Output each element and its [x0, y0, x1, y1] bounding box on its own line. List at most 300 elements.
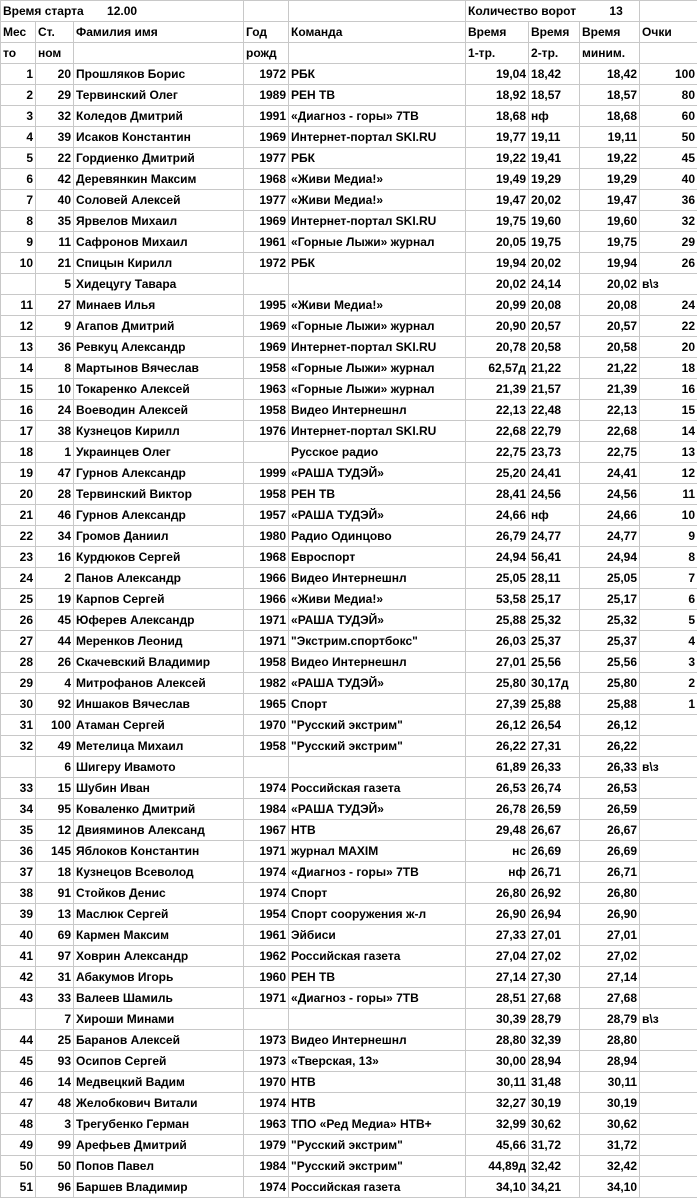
- team-cell: «РАША ТУДЭЙ»: [289, 673, 466, 694]
- run1-time-cell: 30,39: [466, 1009, 529, 1030]
- best-time-cell: 19,11: [580, 127, 640, 148]
- place-cell: 41: [1, 946, 36, 967]
- points-cell: в\з: [640, 757, 697, 778]
- points-cell: [640, 1072, 697, 1093]
- year-cell: [244, 274, 289, 295]
- points-cell: [640, 862, 697, 883]
- run1-time-cell: 24,66: [466, 505, 529, 526]
- bib-cell: 25: [36, 1030, 74, 1051]
- table-row: [1, 463, 697, 484]
- place-cell: 8: [1, 211, 36, 232]
- team-cell: Спорт: [289, 694, 466, 715]
- bib-cell: 24: [36, 400, 74, 421]
- run2-time-cell: 28,79: [529, 1009, 580, 1030]
- team-cell: Видео Интернешнл: [289, 1030, 466, 1051]
- place-cell: 48: [1, 1114, 36, 1135]
- table-row: [1, 232, 697, 253]
- place-cell: 25: [1, 589, 36, 610]
- place-cell: 2: [1, 85, 36, 106]
- name-cell: Мартынов Вячеслав: [74, 358, 244, 379]
- points-cell: [640, 988, 697, 1009]
- year-cell: 1974: [244, 862, 289, 883]
- points-cell: 18: [640, 358, 697, 379]
- bib-cell: 26: [36, 652, 74, 673]
- team-cell: "Русский экстрим": [289, 1156, 466, 1177]
- points-cell: 40: [640, 169, 697, 190]
- name-cell: Метелица Михаил: [74, 736, 244, 757]
- run1-time-cell: 32,27: [466, 1093, 529, 1114]
- team-cell: Интернет-портал SKI.RU: [289, 211, 466, 232]
- bib-cell: 44: [36, 631, 74, 652]
- place-cell: 17: [1, 421, 36, 442]
- name-cell: Ховрин Александр: [74, 946, 244, 967]
- bib-cell: 29: [36, 85, 74, 106]
- place-cell: 28: [1, 652, 36, 673]
- team-cell: НТВ: [289, 820, 466, 841]
- bib-cell: 31: [36, 967, 74, 988]
- name-cell: Ревкуц Александр: [74, 337, 244, 358]
- run1-time-cell: 32,99: [466, 1114, 529, 1135]
- team-cell: Интернет-портал SKI.RU: [289, 421, 466, 442]
- best-time-cell: 20,58: [580, 337, 640, 358]
- name-cell: Исаков Константин: [74, 127, 244, 148]
- place-cell: 1: [1, 64, 36, 85]
- points-cell: 29: [640, 232, 697, 253]
- best-time-cell: 19,94: [580, 253, 640, 274]
- bib-cell: 6: [36, 757, 74, 778]
- best-time-cell: 30,62: [580, 1114, 640, 1135]
- run2-time-cell: 26,69: [529, 841, 580, 862]
- name-cell: Абакумов Игорь: [74, 967, 244, 988]
- name-cell: Коваленко Дмитрий: [74, 799, 244, 820]
- table-row: [1, 316, 697, 337]
- name-cell: Сафронов Михаил: [74, 232, 244, 253]
- year-cell: 1958: [244, 484, 289, 505]
- run2-time-cell: 28,94: [529, 1051, 580, 1072]
- name-cell: Попов Павел: [74, 1156, 244, 1177]
- run1-time-cell: 18,68: [466, 106, 529, 127]
- place-cell: 3: [1, 106, 36, 127]
- name-cell: Медвецкий Вадим: [74, 1072, 244, 1093]
- table-row: [1, 652, 697, 673]
- best-time-cell: 19,29: [580, 169, 640, 190]
- name-cell: Атаман Сергей: [74, 715, 244, 736]
- table-row: [1, 295, 697, 316]
- run2-time-cell: 20,02: [529, 253, 580, 274]
- team-cell: Интернет-портал SKI.RU: [289, 127, 466, 148]
- table-row: [1, 337, 697, 358]
- year-cell: 1971: [244, 841, 289, 862]
- bib-cell: 49: [36, 736, 74, 757]
- team-cell: журнал MAXIM: [289, 841, 466, 862]
- place-cell: 11: [1, 295, 36, 316]
- run1-time-cell: 44,89д: [466, 1156, 529, 1177]
- run2-time-cell: 21,57: [529, 379, 580, 400]
- run1-time-cell: 26,79: [466, 526, 529, 547]
- header-run2: Время: [529, 22, 580, 43]
- team-cell: НТВ: [289, 1093, 466, 1114]
- name-cell: Митрофанов Алексей: [74, 673, 244, 694]
- team-cell: «РАША ТУДЭЙ»: [289, 610, 466, 631]
- place-cell: 29: [1, 673, 36, 694]
- place-cell: 21: [1, 505, 36, 526]
- year-cell: 1966: [244, 568, 289, 589]
- best-time-cell: 24,56: [580, 484, 640, 505]
- team-cell: Видео Интернешнл: [289, 568, 466, 589]
- header-best: Время: [580, 22, 640, 43]
- team-cell: [289, 274, 466, 295]
- name-cell: Воеводин Алексей: [74, 400, 244, 421]
- table-row: [1, 1072, 697, 1093]
- year-cell: 1970: [244, 1072, 289, 1093]
- run1-time-cell: 26,03: [466, 631, 529, 652]
- table-row: [1, 421, 697, 442]
- run1-time-cell: 29,48: [466, 820, 529, 841]
- table-row: [1, 568, 697, 589]
- run2-time-cell: 19,29: [529, 169, 580, 190]
- table-row: [1, 274, 697, 295]
- name-cell: Гордиенко Дмитрий: [74, 148, 244, 169]
- place-cell: 10: [1, 253, 36, 274]
- run2-time-cell: 31,48: [529, 1072, 580, 1093]
- gates-count-value: 13: [609, 4, 622, 18]
- year-cell: 1969: [244, 337, 289, 358]
- header-name-2: [74, 43, 244, 64]
- team-cell: «Живи Медиа!»: [289, 190, 466, 211]
- header-bib-2: ном: [36, 43, 74, 64]
- start-time-label: Время старта: [3, 4, 84, 18]
- run2-time-cell: 23,73: [529, 442, 580, 463]
- best-time-cell: 18,42: [580, 64, 640, 85]
- team-cell: «Горные Лыжи» журнал: [289, 316, 466, 337]
- name-cell: Гурнов Александр: [74, 505, 244, 526]
- best-time-cell: 34,10: [580, 1177, 640, 1198]
- best-time-cell: 22,13: [580, 400, 640, 421]
- best-time-cell: 24,94: [580, 547, 640, 568]
- bib-cell: 13: [36, 904, 74, 925]
- best-time-cell: 18,57: [580, 85, 640, 106]
- points-cell: [640, 820, 697, 841]
- name-cell: Кузнецов Кирилл: [74, 421, 244, 442]
- year-cell: 1974: [244, 883, 289, 904]
- header-place-2: то: [1, 43, 36, 64]
- bib-cell: 97: [36, 946, 74, 967]
- run2-time-cell: 25,37: [529, 631, 580, 652]
- points-cell: 7: [640, 568, 697, 589]
- points-cell: [640, 1030, 697, 1051]
- year-cell: 1977: [244, 148, 289, 169]
- team-cell: «Диагноз - горы» 7ТВ: [289, 988, 466, 1009]
- table-row: [1, 484, 697, 505]
- place-cell: 40: [1, 925, 36, 946]
- place-cell: 51: [1, 1177, 36, 1198]
- year-cell: [244, 1009, 289, 1030]
- table-row: [1, 127, 697, 148]
- header-year: Год: [244, 22, 289, 43]
- table-row: [1, 610, 697, 631]
- run1-time-cell: 19,75: [466, 211, 529, 232]
- place-cell: 13: [1, 337, 36, 358]
- best-time-cell: 31,72: [580, 1135, 640, 1156]
- table-row: [1, 148, 697, 169]
- points-cell: в\з: [640, 274, 697, 295]
- year-cell: 1961: [244, 925, 289, 946]
- year-cell: 1974: [244, 778, 289, 799]
- run1-time-cell: 20,05: [466, 232, 529, 253]
- team-cell: Российская газета: [289, 778, 466, 799]
- best-time-cell: 28,80: [580, 1030, 640, 1051]
- run2-time-cell: 32,42: [529, 1156, 580, 1177]
- points-cell: 3: [640, 652, 697, 673]
- header-best-2: миним.: [580, 43, 640, 64]
- header-place: Мес: [1, 22, 36, 43]
- name-cell: Иншаков Вячеслав: [74, 694, 244, 715]
- team-cell: РЕН ТВ: [289, 967, 466, 988]
- name-cell: Тервинский Виктор: [74, 484, 244, 505]
- run1-time-cell: 53,58: [466, 589, 529, 610]
- year-cell: 1961: [244, 232, 289, 253]
- points-cell: [640, 883, 697, 904]
- team-cell: «Диагноз - горы» 7ТВ: [289, 106, 466, 127]
- run1-time-cell: 24,94: [466, 547, 529, 568]
- points-cell: 24: [640, 295, 697, 316]
- run1-time-cell: 27,14: [466, 967, 529, 988]
- points-cell: [640, 904, 697, 925]
- bib-cell: 10: [36, 379, 74, 400]
- year-cell: 1973: [244, 1051, 289, 1072]
- run2-time-cell: 27,02: [529, 946, 580, 967]
- best-time-cell: 32,42: [580, 1156, 640, 1177]
- place-cell: 34: [1, 799, 36, 820]
- team-cell: [289, 1009, 466, 1030]
- run1-time-cell: 26,90: [466, 904, 529, 925]
- run1-time-cell: 27,39: [466, 694, 529, 715]
- best-time-cell: 18,68: [580, 106, 640, 127]
- year-cell: 1972: [244, 253, 289, 274]
- year-cell: [244, 442, 289, 463]
- best-time-cell: 20,08: [580, 295, 640, 316]
- header-run2-2: 2-тр.: [529, 43, 580, 64]
- run2-time-cell: 32,39: [529, 1030, 580, 1051]
- year-cell: 1982: [244, 673, 289, 694]
- run2-time-cell: 25,32: [529, 610, 580, 631]
- table-row: [1, 883, 697, 904]
- best-time-cell: 26,59: [580, 799, 640, 820]
- best-time-cell: 21,22: [580, 358, 640, 379]
- points-cell: 36: [640, 190, 697, 211]
- year-cell: 1976: [244, 421, 289, 442]
- bib-cell: 7: [36, 1009, 74, 1030]
- bib-cell: 145: [36, 841, 74, 862]
- place-cell: [1, 274, 36, 295]
- best-time-cell: 26,53: [580, 778, 640, 799]
- name-cell: Маслюк Сергей: [74, 904, 244, 925]
- run1-time-cell: 20,78: [466, 337, 529, 358]
- team-cell: РБК: [289, 253, 466, 274]
- run2-time-cell: нф: [529, 106, 580, 127]
- name-cell: Минаев Илья: [74, 295, 244, 316]
- points-cell: 10: [640, 505, 697, 526]
- points-cell: 14: [640, 421, 697, 442]
- run1-time-cell: нф: [466, 862, 529, 883]
- place-cell: 5: [1, 148, 36, 169]
- table-row: [1, 631, 697, 652]
- header-year-2: рожд: [244, 43, 289, 64]
- best-time-cell: 21,39: [580, 379, 640, 400]
- bib-cell: 35: [36, 211, 74, 232]
- table-row: [1, 778, 697, 799]
- place-cell: 46: [1, 1072, 36, 1093]
- place-cell: 7: [1, 190, 36, 211]
- year-cell: 1958: [244, 400, 289, 421]
- table-row: [1, 589, 697, 610]
- run2-time-cell: 26,33: [529, 757, 580, 778]
- place-cell: 24: [1, 568, 36, 589]
- team-cell: «Горные Лыжи» журнал: [289, 379, 466, 400]
- team-cell: «Горные Лыжи» журнал: [289, 358, 466, 379]
- start-time: [1, 1, 244, 22]
- table-row: [1, 358, 697, 379]
- place-cell: 36: [1, 841, 36, 862]
- name-cell: Двияминов Александ: [74, 820, 244, 841]
- team-cell: [289, 757, 466, 778]
- header-points: Очки: [640, 22, 697, 43]
- run2-time-cell: 26,74: [529, 778, 580, 799]
- name-cell: Юферев Александр: [74, 610, 244, 631]
- run1-time-cell: 25,05: [466, 568, 529, 589]
- year-cell: 1965: [244, 694, 289, 715]
- run2-time-cell: 26,92: [529, 883, 580, 904]
- table-row: [1, 1030, 697, 1051]
- table-row: [1, 442, 697, 463]
- best-time-cell: 19,75: [580, 232, 640, 253]
- team-cell: Видео Интернешнл: [289, 652, 466, 673]
- run2-time-cell: 26,94: [529, 904, 580, 925]
- column-header-row-1: [1, 22, 697, 43]
- best-time-cell: 25,37: [580, 631, 640, 652]
- points-cell: 45: [640, 148, 697, 169]
- points-cell: [640, 946, 697, 967]
- best-time-cell: 26,22: [580, 736, 640, 757]
- points-cell: 8: [640, 547, 697, 568]
- year-cell: 1966: [244, 589, 289, 610]
- bib-cell: 18: [36, 862, 74, 883]
- run2-time-cell: 19,11: [529, 127, 580, 148]
- year-cell: 1963: [244, 1114, 289, 1135]
- bib-cell: 14: [36, 1072, 74, 1093]
- bib-cell: 34: [36, 526, 74, 547]
- run1-time-cell: 19,49: [466, 169, 529, 190]
- best-time-cell: 30,19: [580, 1093, 640, 1114]
- team-cell: Российская газета: [289, 946, 466, 967]
- run1-time-cell: 19,47: [466, 190, 529, 211]
- run1-time-cell: 28,51: [466, 988, 529, 1009]
- place-cell: 43: [1, 988, 36, 1009]
- run2-time-cell: 20,02: [529, 190, 580, 211]
- bib-cell: 50: [36, 1156, 74, 1177]
- team-cell: «РАША ТУДЭЙ»: [289, 505, 466, 526]
- year-cell: 1971: [244, 610, 289, 631]
- run2-time-cell: 18,57: [529, 85, 580, 106]
- points-cell: 1: [640, 694, 697, 715]
- year-cell: 1968: [244, 169, 289, 190]
- name-cell: Токаренко Алексей: [74, 379, 244, 400]
- best-time-cell: 27,02: [580, 946, 640, 967]
- points-cell: [640, 736, 697, 757]
- best-time-cell: 26,80: [580, 883, 640, 904]
- run2-time-cell: 19,60: [529, 211, 580, 232]
- run2-time-cell: 24,56: [529, 484, 580, 505]
- run2-time-cell: 31,72: [529, 1135, 580, 1156]
- year-cell: 1991: [244, 106, 289, 127]
- year-cell: 1954: [244, 904, 289, 925]
- best-time-cell: 25,88: [580, 694, 640, 715]
- bib-cell: 91: [36, 883, 74, 904]
- points-cell: 9: [640, 526, 697, 547]
- place-cell: 23: [1, 547, 36, 568]
- points-cell: 6: [640, 589, 697, 610]
- points-cell: [640, 1135, 697, 1156]
- gates-count: [466, 1, 640, 22]
- year-cell: 1968: [244, 547, 289, 568]
- year-cell: 1958: [244, 736, 289, 757]
- place-cell: 16: [1, 400, 36, 421]
- table-row: [1, 1051, 697, 1072]
- place-cell: [1, 757, 36, 778]
- place-cell: 49: [1, 1135, 36, 1156]
- points-cell: 32: [640, 211, 697, 232]
- table-row: [1, 862, 697, 883]
- name-cell: Хироши Минами: [74, 1009, 244, 1030]
- bib-cell: 5: [36, 274, 74, 295]
- best-time-cell: 19,47: [580, 190, 640, 211]
- name-cell: Скачевский Владимир: [74, 652, 244, 673]
- best-time-cell: 25,32: [580, 610, 640, 631]
- points-cell: 11: [640, 484, 697, 505]
- table-row: [1, 736, 697, 757]
- best-time-cell: 30,11: [580, 1072, 640, 1093]
- run2-time-cell: нф: [529, 505, 580, 526]
- place-cell: 50: [1, 1156, 36, 1177]
- team-cell: «Диагноз - горы» 7ТВ: [289, 862, 466, 883]
- points-cell: 80: [640, 85, 697, 106]
- points-cell: в\з: [640, 1009, 697, 1030]
- run2-time-cell: 56,41: [529, 547, 580, 568]
- team-cell: РЕН ТВ: [289, 85, 466, 106]
- team-cell: Спорт: [289, 883, 466, 904]
- table-row: [1, 106, 697, 127]
- place-cell: 20: [1, 484, 36, 505]
- run2-time-cell: 27,68: [529, 988, 580, 1009]
- points-cell: [640, 1051, 697, 1072]
- team-cell: "Русский экстрим": [289, 715, 466, 736]
- place-cell: 33: [1, 778, 36, 799]
- year-cell: 1974: [244, 1177, 289, 1198]
- team-cell: Эйбиси: [289, 925, 466, 946]
- name-cell: Трегубенко Герман: [74, 1114, 244, 1135]
- run2-time-cell: 27,01: [529, 925, 580, 946]
- bib-cell: 47: [36, 463, 74, 484]
- year-cell: 1979: [244, 1135, 289, 1156]
- table-row: [1, 673, 697, 694]
- place-cell: 35: [1, 820, 36, 841]
- header-run1: Время: [466, 22, 529, 43]
- run1-time-cell: 19,77: [466, 127, 529, 148]
- year-cell: 1969: [244, 316, 289, 337]
- year-cell: 1969: [244, 211, 289, 232]
- best-time-cell: 20,02: [580, 274, 640, 295]
- run1-time-cell: 20,99: [466, 295, 529, 316]
